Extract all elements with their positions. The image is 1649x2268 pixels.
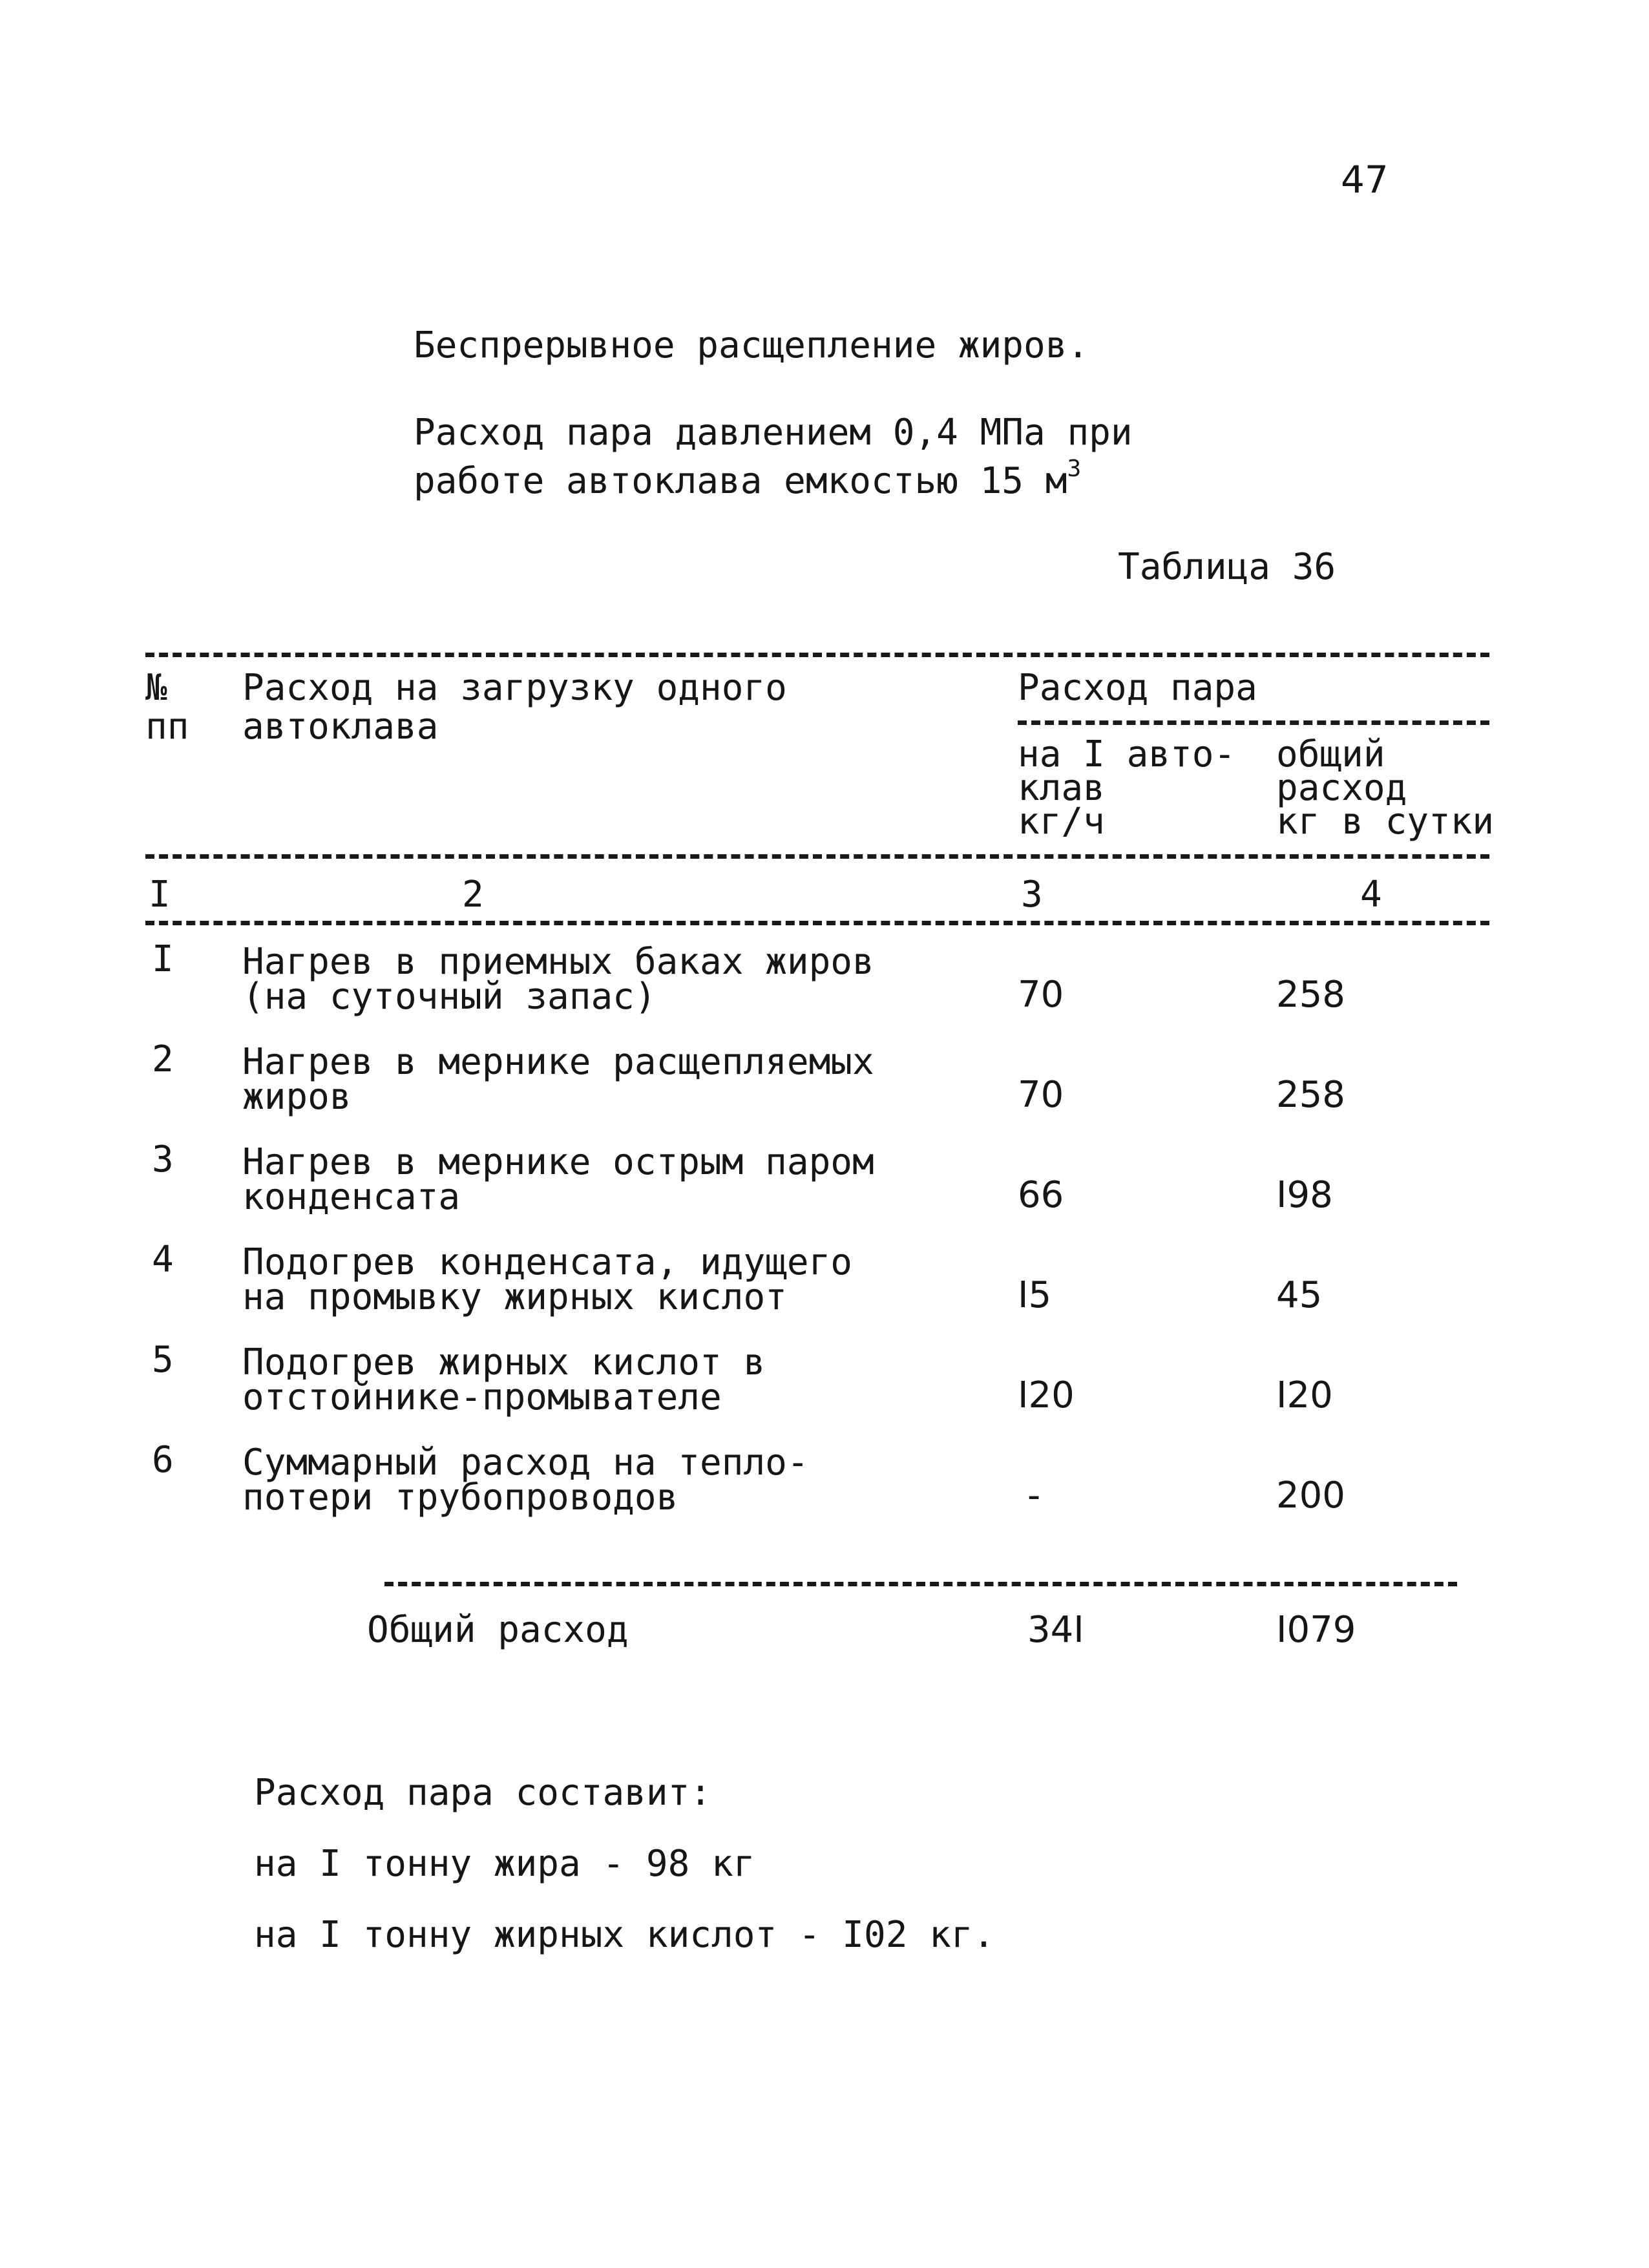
subheading-line-2	[414, 450, 1081, 501]
row-6-total: 200	[1276, 1475, 1345, 1517]
column-number-3: 3	[1021, 874, 1043, 916]
row-4-total: 45	[1276, 1274, 1323, 1316]
header-col-per-autoclave-line: кг/ч	[1018, 801, 1105, 843]
total-label: Общий расход	[367, 1609, 629, 1651]
header-col-total	[1276, 733, 1495, 843]
row-6-description	[242, 1442, 809, 1518]
summary-line-1: на I тонну жира - 98 кг	[254, 1843, 755, 1885]
page-number: 47	[1341, 158, 1389, 202]
row-1-description	[242, 941, 874, 1018]
row-5-total: I20	[1276, 1374, 1333, 1416]
row-3-total: I98	[1276, 1174, 1333, 1216]
header-col-description-line: Расход на загрузку одного	[242, 667, 787, 709]
row-2-per-autoclave: 70	[1018, 1074, 1064, 1116]
row-4-number: 4	[152, 1239, 174, 1281]
header-col-per-autoclave-line: на I авто-	[1018, 733, 1236, 775]
row-2-description-line: Нагрев в мернике расщепляемых	[242, 1041, 874, 1083]
header-col-description-line: автоклава	[242, 706, 439, 748]
header-bottom-rule	[145, 854, 1489, 859]
row-4-description	[242, 1241, 853, 1318]
row-2-description	[242, 1041, 874, 1118]
header-col-total-line: общий	[1276, 733, 1385, 775]
row-6-number: 6	[152, 1439, 174, 1481]
row-5-number: 5	[152, 1339, 174, 1381]
row-6-description-line: Суммарный расход на тепло-	[242, 1442, 809, 1484]
row-1-description-line: (на суточный запас)	[242, 976, 656, 1018]
row-4-per-autoclave: I5	[1018, 1274, 1052, 1316]
row-1-total: 258	[1276, 974, 1345, 1016]
total-per-autoclave: 34I	[1027, 1609, 1084, 1651]
summary-title: Расход пара составит:	[254, 1772, 712, 1814]
header-col-description	[242, 669, 787, 746]
subheading-superscript: 3	[1067, 456, 1082, 482]
row-1-description-line: Нагрев в приемных баках жиров	[242, 941, 874, 983]
column-number-1: I	[149, 874, 171, 916]
group-header-rule	[1018, 720, 1489, 725]
header-col-number-line: пп	[145, 706, 189, 748]
row-3-number: 3	[152, 1139, 174, 1181]
row-6-per-autoclave: -	[1027, 1475, 1041, 1517]
column-number-4: 4	[1360, 874, 1382, 916]
row-3-description	[242, 1141, 874, 1218]
header-col-per-autoclave-line: клав	[1018, 767, 1105, 809]
header-col-per-autoclave	[1018, 733, 1236, 843]
header-col-number-line: №	[145, 667, 167, 709]
row-5-description-line: отстойнике-промывателе	[242, 1376, 722, 1418]
subheading-line-1: Расход пара давлением 0,4 МПа при	[414, 412, 1133, 454]
subheading-line-2-text: работе автоклава емкостью 15 м	[414, 460, 1067, 502]
header-group-steam: Расход пара	[1018, 667, 1257, 709]
row-2-total: 258	[1276, 1074, 1345, 1116]
row-1-per-autoclave: 70	[1018, 974, 1064, 1016]
row-5-description	[242, 1341, 766, 1418]
row-6-description-line: потери трубопроводов	[242, 1476, 678, 1518]
row-3-per-autoclave: 66	[1018, 1174, 1064, 1216]
row-3-description-line: Нагрев в мернике острым паром	[242, 1141, 874, 1183]
row-5-per-autoclave: I20	[1018, 1374, 1075, 1416]
column-number-2: 2	[462, 874, 484, 916]
total-per-day: I079	[1276, 1609, 1356, 1651]
row-4-description-line: на промывку жирных кислот	[242, 1276, 787, 1318]
summary-line-2: на I тонну жирных кислот - I02 кг.	[254, 1914, 995, 1956]
row-2-description-line: жиров	[242, 1076, 352, 1118]
header-col-number	[145, 669, 189, 746]
header-col-total-line: кг в сутки	[1276, 801, 1495, 843]
total-rule	[384, 1582, 1457, 1586]
row-5-description-line: Подогрев жирных кислот в	[242, 1341, 766, 1383]
section-heading: Беспрерывное расщепление жиров.	[414, 324, 1089, 366]
row-1-number: I	[152, 938, 174, 980]
row-4-description-line: Подогрев конденсата, идущего	[242, 1241, 853, 1283]
column-number-rule	[145, 921, 1489, 925]
header-col-total-line: расход	[1276, 767, 1407, 809]
table-top-rule	[145, 653, 1489, 657]
row-2-number: 2	[152, 1038, 174, 1080]
table-label: Таблица 36	[1118, 546, 1336, 588]
row-3-description-line: конденсата	[242, 1176, 461, 1218]
